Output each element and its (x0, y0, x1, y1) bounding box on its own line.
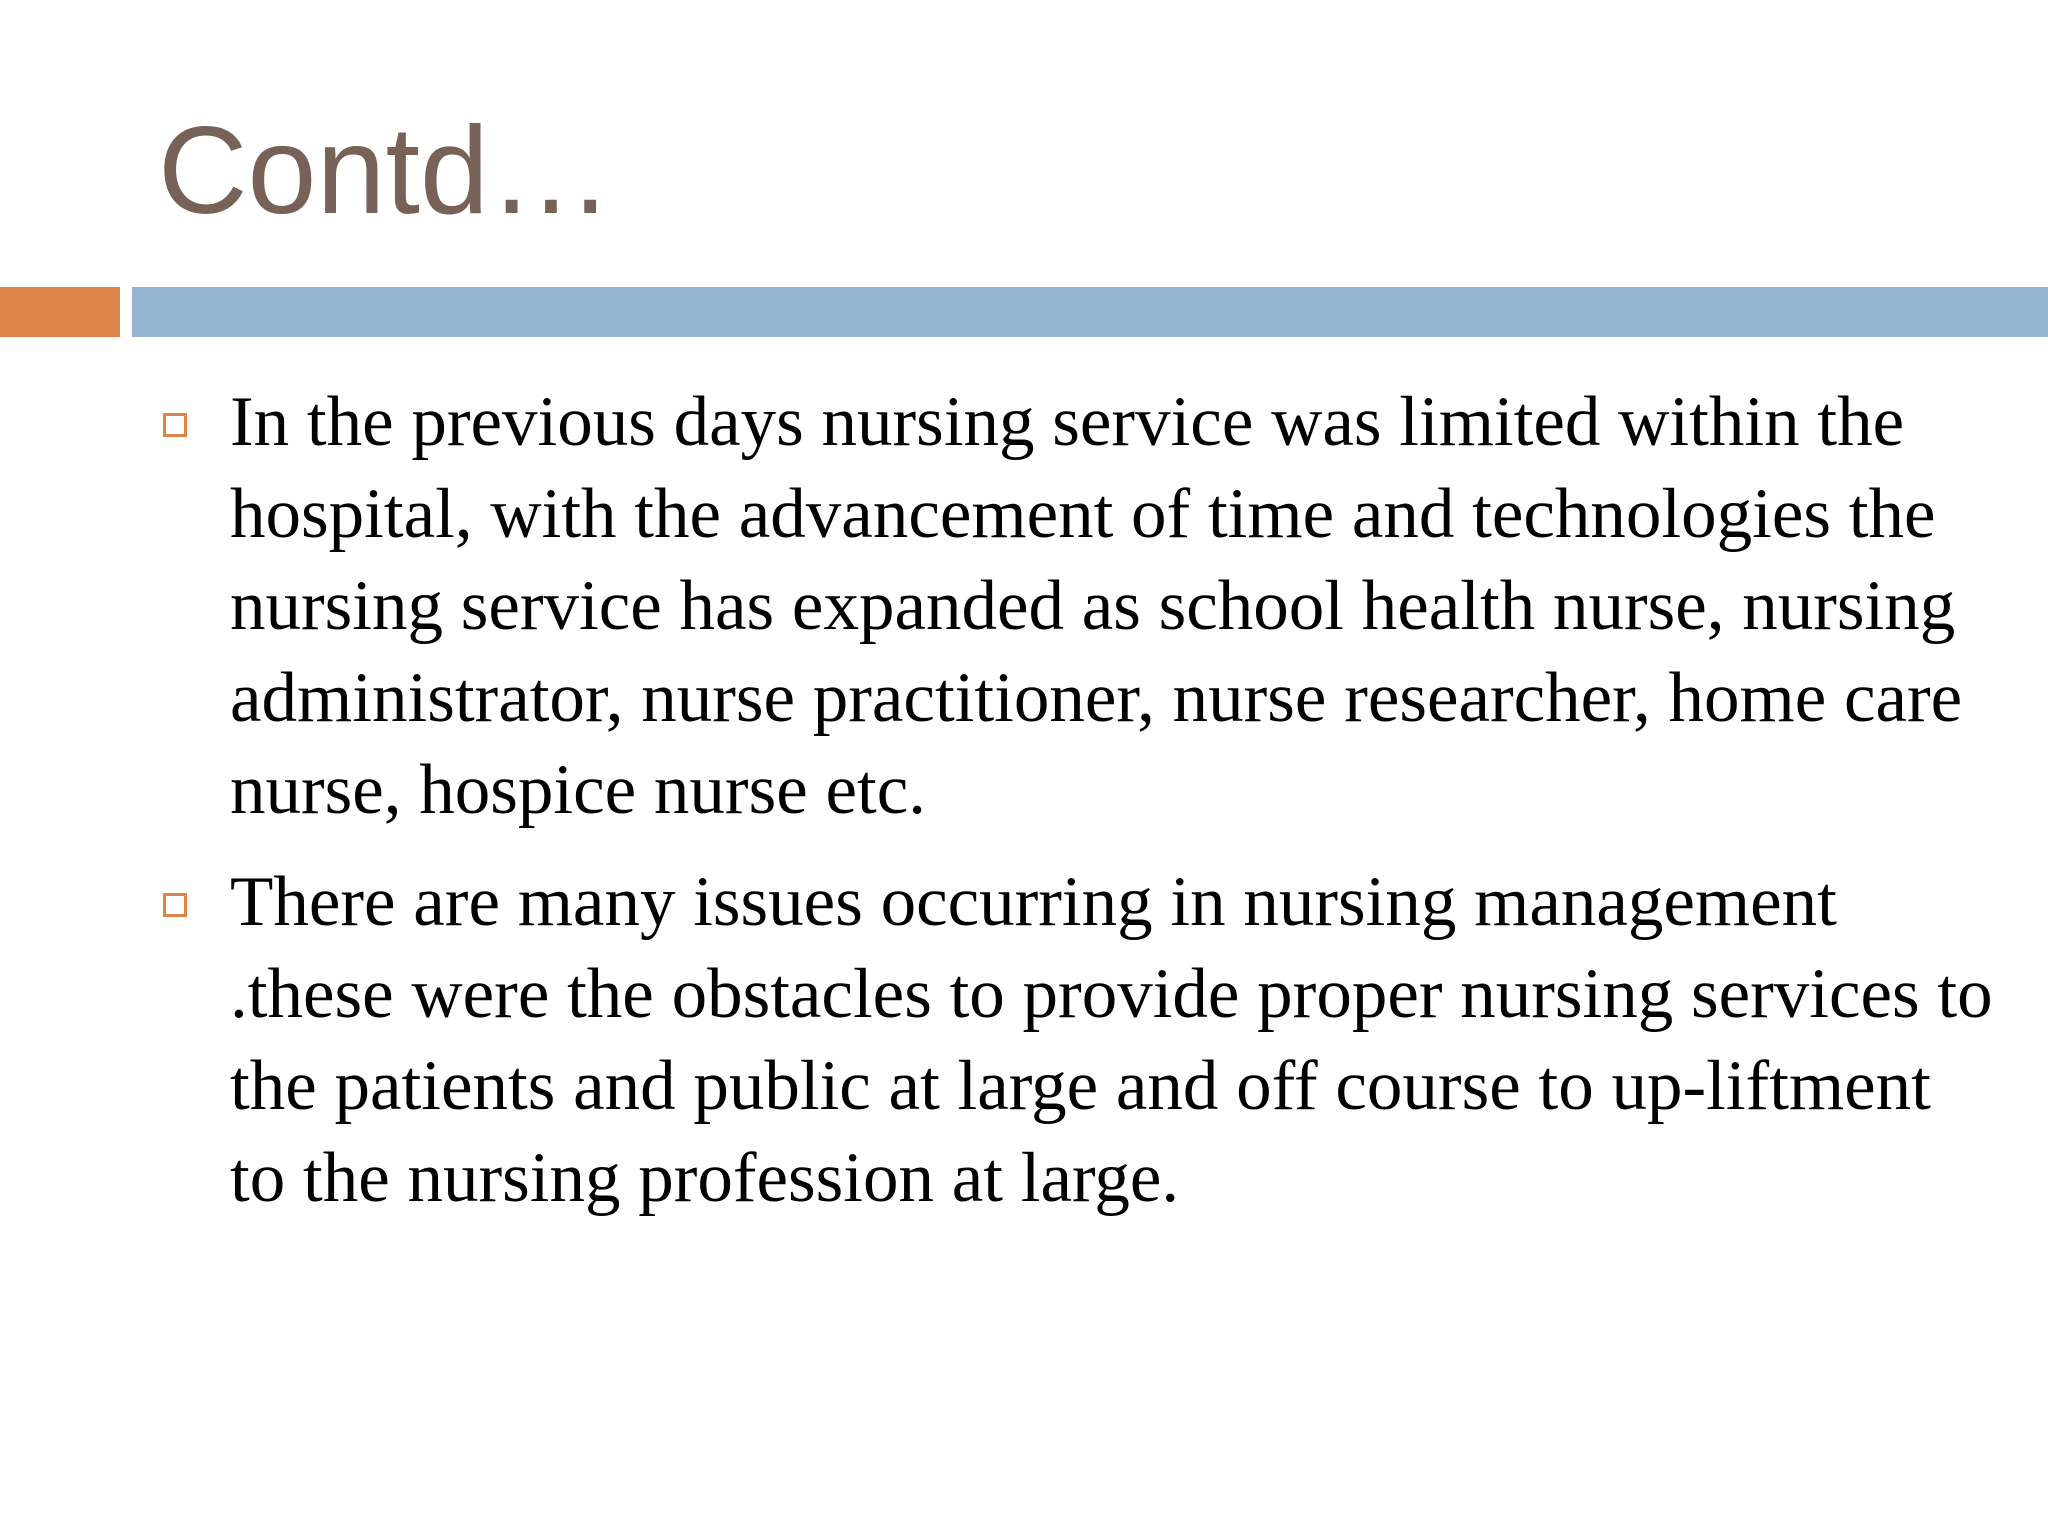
hollow-square-icon (163, 413, 187, 437)
orange-accent-bar (0, 287, 120, 337)
bullet-item (160, 856, 2000, 1224)
bullet-text: In the previous days nursing service was limited within the hospital, with the advancement of time and technologies the nursing service has expanded as school health nurse, nursing administrator, nurse practitioner, nurse researcher, home care nurse, hospice nurse etc. (230, 383, 1963, 829)
bullet-text: There are many issues occurring in nursing management .these were the obstacles to provide proper nursing services to the patients and public at large and off course to up-liftment to the nursing profession at large. (230, 863, 1993, 1217)
bullet-list (160, 376, 2000, 1244)
slide-title: Contd… (158, 102, 613, 240)
hollow-square-icon (163, 893, 187, 917)
blue-accent-bar (132, 287, 2048, 337)
bullet-item (160, 376, 2000, 836)
